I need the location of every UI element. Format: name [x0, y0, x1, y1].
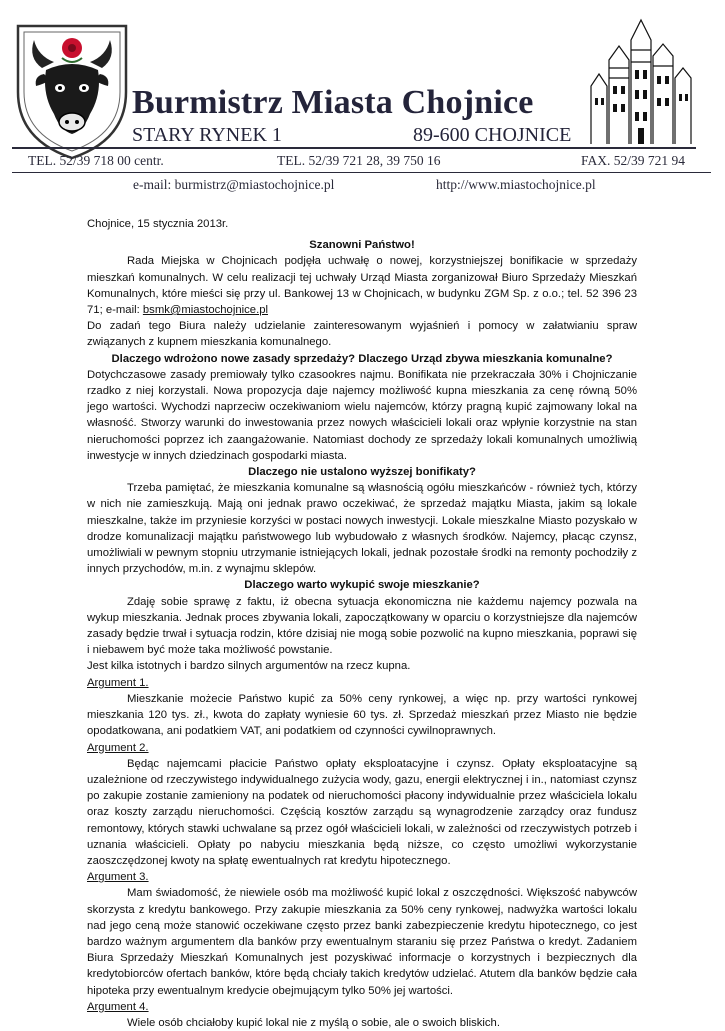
letterhead-postal: 89-600 CHOJNICE: [413, 124, 572, 146]
paragraph-1: Dotychczasowe zasady premiowały tylko czasookres najmu. Bonifikata nie przekraczała 30% i Chojniczanie rzadko z niej korzystali. Nowa propozycja daje najemcy możliwość kupna mieszkania za cenę równą 50% jego wartości. Wychodzi naprzeciw oczekiwaniom wielu najemców, którzy pragną kupić zajmowany lokal na własność. Stworzy warunki do inwestowania przez nowych właścicieli lokali oraz wpłynie korzystnie na stan nieruchomości poprzez ich zaangażowanie. Natomiast dochody ze sprzedaży lokali komunalnych umożliwią inwestycje w innych dziedzinach gospodarki miasta.: [87, 368, 637, 462]
letterhead-email: e-mail: burmistrz@miastochojnice.pl: [133, 177, 335, 192]
argument-2-text: Będąc najemcami płacicie Państwo opłaty eksploatacyjne i czynsz. Opłaty eksploatacyjne są uzależnione od rzeczywistego indywidualnego zużycia wody, gazu, energii elektrycznej i in., natomiast czynsz po zakupie zostanie zamieniony na podatek od nieruchomości płacony indywidualnie przez właściciela lokalu oraz koszty zarządu nieruchomości. Częścią kosztów zarządu są wynagrodzenie zarządcy oraz fundusz remontowy, których stawki uchwalane są przez ogół właścicieli lokali, w zależności od rzeczywistych potrzeb i uznania właścicieli. Opłaty po nabyciu mieszkania będą niższe, co często umożliwi wykorzystanie zaoszczędzonej kwoty na spłatę ewentualnych rat kredytu hipotecznego.: [87, 757, 637, 867]
argument-1-title: Argument 1.: [87, 676, 149, 689]
argument-4-text: Wiele osób chciałoby kupić lokal nie z myślą o sobie, ale o swoich bliskich.: [127, 1016, 500, 1029]
tel-centr: TEL. 52/39 718 00 centr.: [28, 153, 164, 168]
bsmk-email-link[interactable]: bsmk@miastochojnice.pl: [142, 304, 269, 317]
coat-of-arms-bull-icon: [14, 22, 130, 160]
intro-paragraph-2: Do zadań tego Biura należy udzielanie zainteresowanym wyjaśnień i pomocy w załatwianiu spraw związanych z kupnem mieszkania komunalnego.: [87, 320, 637, 349]
heading-3: Dlaczego warto wykupić swoje mieszkanie?: [244, 579, 480, 592]
argument-2-title: Argument 2.: [87, 741, 149, 754]
argument-3-text: Mam świadomość, że niewiele osób ma możliwość kupić lokal z oszczędności. Większość nabywców skorzysta z kredytu bankowego. Przy zakupie mieszkania za 50% ceny rynkowej, nadwyżka wartości lokalu nad jego ceną może stanowić oczekiwane często przez banki zabezpieczenie kredytu hipotecznego, co jest bardzo ważnym argumentem dla banków przy ewentualnym staraniu się przez Państwa o kredyt. Zadaniem Biura Sprzedaży Mieszkań Komunalnych jest pozyskiwać informacje o korzystnych i bezpiecznych dla kredytobiorców ofertach banków, które będą chciały takich kredytów udzielać. Atutem dla banków będzie cała hipoteka przy ewentualnym kredycie obejmującym tylko 50% jej wartości.: [87, 887, 637, 997]
paragraph-2: Trzeba pamiętać, że mieszkania komunalne są własnością ogółu mieszkańców - również tych, którzy w nich nie zamieszkują. Mają oni jednak prawo oczekiwać, że sprzedaż majątku Miasta, jakim są lokale mieszkalne, także im przyniesie korzyści w postaci nowych inwestycji. Lokale mieszkalne Miasto pozyskało w drodze komunalizacji majątku państwowego lub wybudowało z własnych środków. Najemcy, płacąc czynsz, umożliwiali w pewnym stopniu utrzymanie istniejących lokali, jednak pozostałe środki na remonty pochodziły z innych przychodów, m.in. z wynajmu sklepów.: [87, 482, 637, 576]
argument-3-title: Argument 3.: [87, 871, 149, 884]
heading-2: Dlaczego nie ustalono wyższej bonifikaty?: [248, 466, 476, 479]
letterhead-rule-2: [12, 172, 711, 173]
paragraph-3: Zdaję sobie sprawę z faktu, iż obecna sytuacja ekonomiczna nie każdemu najemcy pozwala na wykup mieszkania. Jednak proces zbywania lokali, zapoczątkowany w oparciu o korzystniejsze dla najemców zasady będzie trwał i sytuacja rodzin, które dzisiaj nie mogą sobie pozwolić na kupno mieszkania, poprawi się i niebawem być może taka możliwość powstanie.: [87, 595, 637, 657]
letterhead: [0, 0, 725, 200]
salutation: Szanowni Państwo!: [309, 239, 415, 252]
letterhead-rule: [12, 147, 696, 149]
letter-date: Chojnice, 15 stycznia 2013r.: [87, 218, 229, 230]
paragraph-3b: Jest kilka istotnych i bardzo silnych argumentów na rzecz kupna.: [87, 660, 411, 673]
letter-body: [87, 216, 637, 1031]
letterhead-website: http://www.miastochojnice.pl: [436, 177, 596, 192]
intro-paragraph: Rada Miejska w Chojnicach podjęła uchwałę o nowej, korzystniejszej bonifikacie w sprzedaży mieszkań komunalnych. W celu realizacji tej uchwały Urząd Miasta zorganizował Biuro Sprzedaży Mieszkań Komunalnych, które mieści się przy ul. Bankowej 13 w Chojnicach, w budynku ZGM Sp. z o.o.; tel. 52 396 23 71; e-mail: bsmk@miastochojnice.pl: [87, 255, 637, 317]
fax-number: FAX. 52/39 721 94: [581, 153, 686, 168]
argument-4-title: Argument 4.: [87, 1000, 149, 1013]
argument-1-text: Mieszkanie możecie Państwo kupić za 50% ceny rynkowej, a więc np. przy wartości rynkowej mieszkania 120 tys. zł., kwota do zapłaty wyniesie 60 tys. zł. Sprzedaż mieszkań przez Miasto nie będzie opodatkowana, ani podatkiem VAT, ani podatkiem od czynności cywilnoprawnych.: [87, 692, 637, 738]
tel-numbers: TEL. 52/39 721 28, 39 750 16: [277, 153, 441, 168]
letterhead-street: STARY RYNEK 1: [132, 124, 282, 146]
letterhead-title: Burmistrz Miasta Chojnice: [132, 84, 534, 121]
town-hall-icon: [585, 16, 697, 144]
heading-1: Dlaczego wdrożono nowe zasady sprzedaży? Dlaczego Urząd zbywa mieszkania komunalne?: [111, 352, 613, 365]
